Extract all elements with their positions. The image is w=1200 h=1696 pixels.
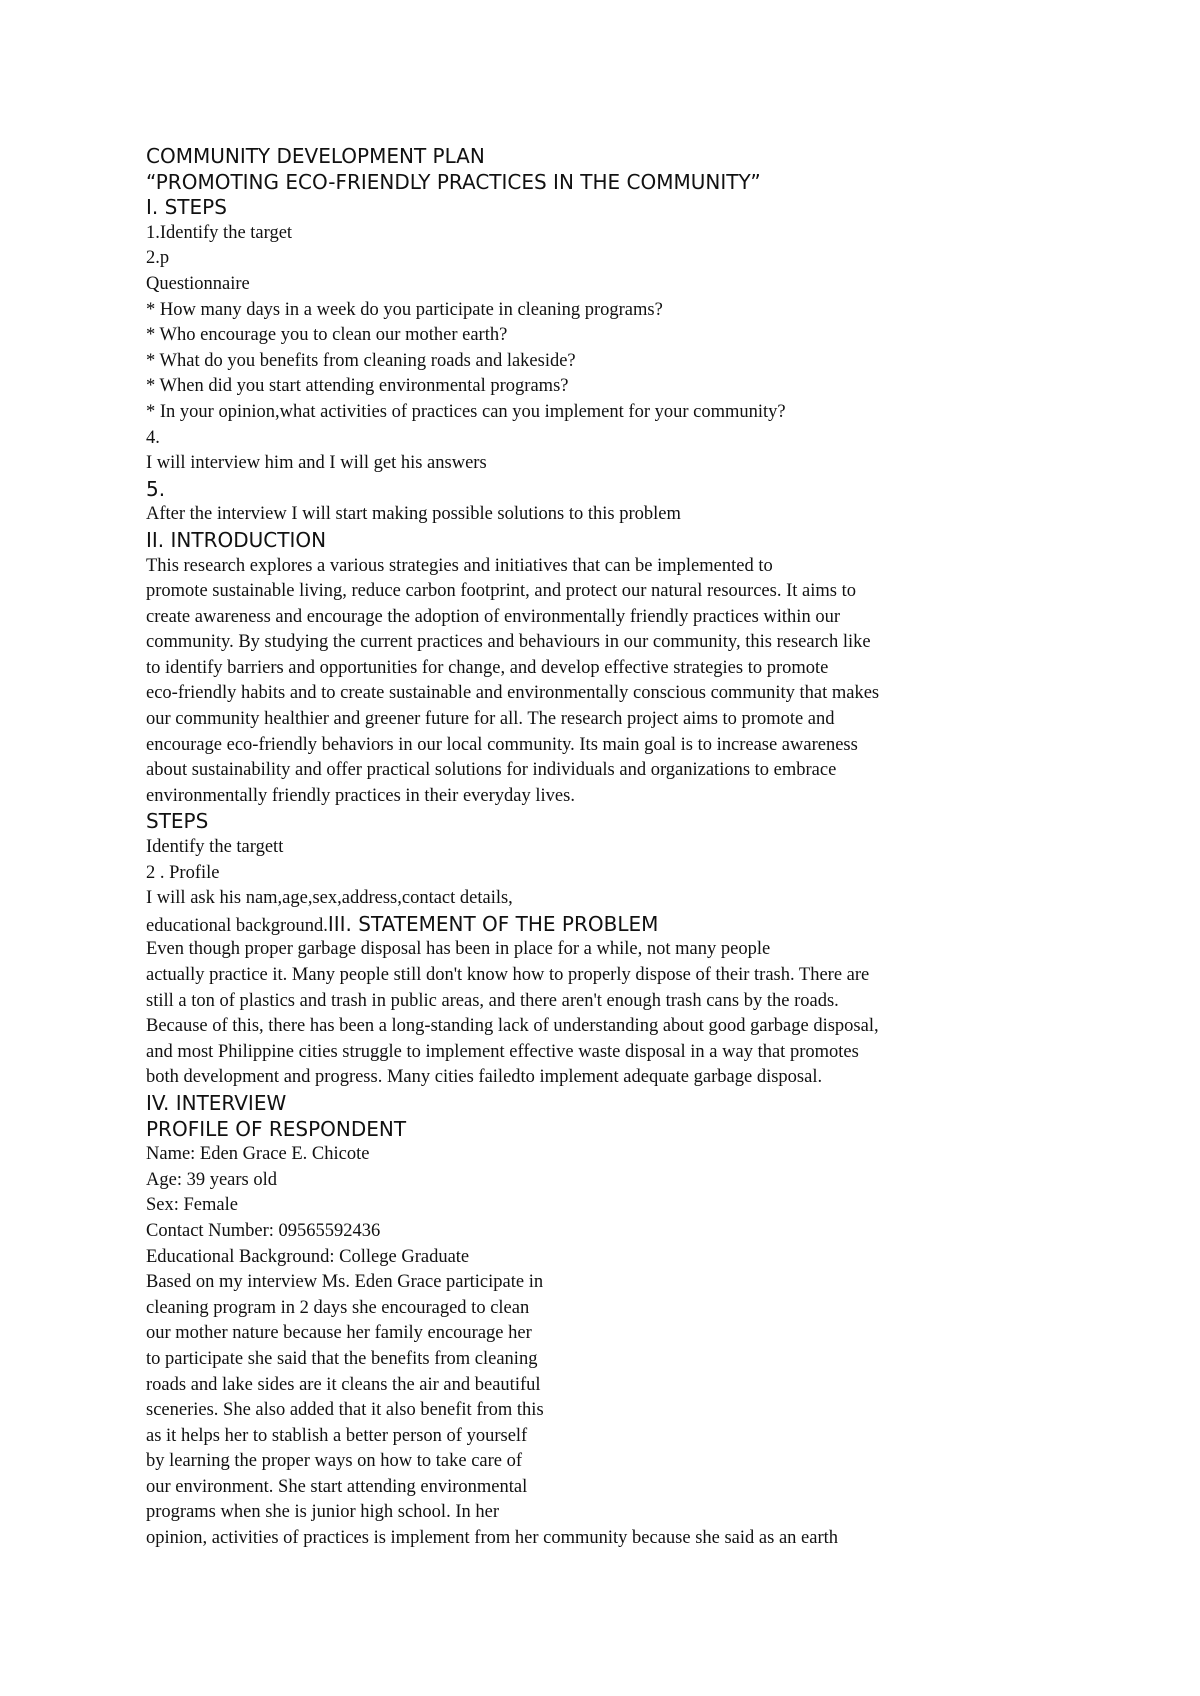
profile-contact: Contact Number: 09565592436: [146, 1220, 381, 1241]
problem-line: and most Philippine cities struggle to implement effective waste disposal in a way that promotes: [146, 1041, 859, 1062]
steps2-line-with-heading: [146, 912, 1076, 938]
profile-sex: Sex: Female: [146, 1195, 238, 1216]
introduction-line: eco-friendly habits and to create sustainable and environmentally conscious community that makes: [146, 683, 880, 704]
problem-line: Even though proper garbage disposal has been in place for a while, not many people: [146, 939, 771, 960]
question-item: * When did you start attending environmental programs?: [146, 376, 569, 397]
step-5-text: After the interview I will start making possible solutions to this problem: [146, 504, 681, 525]
problem-line: Because of this, there has been a long-standing lack of understanding about good garbage disposal,: [146, 1016, 879, 1037]
step-5: 5.: [146, 476, 166, 501]
interview-line: Based on my interview Ms. Eden Grace participate in: [146, 1272, 544, 1293]
introduction-line: our community healthier and greener future for all. The research project aims to promote and: [146, 709, 835, 730]
problem-line: still a ton of plastics and trash in public areas, and there aren't enough trash cans by the roads.: [146, 990, 839, 1011]
profile-heading: PROFILE OF RESPONDENT: [146, 1116, 407, 1141]
interview-line: opinion, activities of practices is implement from her community because she said as an earth: [146, 1528, 838, 1549]
steps2-line: Identify the targett: [146, 837, 284, 858]
problem-line: actually practice it. Many people still don't know how to properly dispose of their trash. There are: [146, 965, 870, 985]
introduction-line: promote sustainable living, reduce carbon footprint, and protect our natural resources. It aims to: [146, 581, 856, 602]
steps2-heading: STEPS: [146, 809, 209, 834]
document-title: COMMUNITY DEVELOPMENT PLAN: [146, 144, 485, 168]
questionnaire-label: Questionnaire: [146, 273, 250, 294]
question-item: * How many days in a week do you participate in cleaning programs?: [146, 299, 663, 320]
steps2-line: 2 . Profile: [146, 862, 220, 883]
problem-heading: III. STATEMENT OF THE PROBLEM: [327, 911, 659, 936]
introduction-line: This research explores a various strategies and initiatives that can be implemented to: [146, 555, 773, 576]
step-2: 2.p: [146, 248, 170, 269]
interview-line: by learning the proper ways on how to take care of: [146, 1451, 523, 1472]
document-page: [146, 144, 1076, 1552]
step-4-text: I will interview him and I will get his answers: [146, 453, 487, 474]
introduction-line: encourage eco-friendly behaviors in our local community. Its main goal is to increase awareness: [146, 734, 858, 755]
steps2-line: I will ask his nam,age,sex,address,contact details,: [146, 888, 513, 909]
question-item: * Who encourage you to clean our mother earth?: [146, 325, 508, 346]
introduction-line: create awareness and encourage the adoption of environmentally friendly practices within our: [146, 606, 840, 627]
interview-line: to participate she said that the benefits from cleaning: [146, 1348, 538, 1369]
introduction-line: about sustainability and offer practical solutions for individuals and organizations to embrace: [146, 760, 837, 781]
profile-education: Educational Background: College Graduate: [146, 1246, 470, 1267]
interview-heading: IV. INTERVIEW: [146, 1090, 287, 1115]
problem-line: both development and progress. Many cities failedto implement adequate garbage disposal.: [146, 1067, 823, 1088]
introduction-heading: II. INTRODUCTION: [146, 527, 327, 552]
interview-line: sceneries. She also added that it also benefit from this: [146, 1400, 544, 1421]
interview-line: cleaning program in 2 days she encouraged to clean: [146, 1297, 530, 1318]
interview-line: roads and lake sides are it cleans the air and beautiful: [146, 1374, 541, 1395]
steps2-line: educational background.: [146, 915, 328, 936]
introduction-line: environmentally friendly practices in their everyday lives.: [146, 785, 575, 806]
document-subtitle: “PROMOTING ECO-FRIENDLY PRACTICES IN THE COMMUNITY”: [146, 169, 761, 194]
question-item: * In your opinion,what activities of practices can you implement for your community?: [146, 401, 786, 422]
introduction-line: to identify barriers and opportunities for change, and develop effective strategies to promote: [146, 657, 829, 678]
interview-line: our environment. She start attending environmental: [146, 1476, 528, 1497]
question-item: * What do you benefits from cleaning roads and lakeside?: [146, 350, 576, 371]
step-4: 4.: [146, 427, 160, 448]
profile-name: Name: Eden Grace E. Chicote: [146, 1144, 370, 1165]
steps-heading: I. STEPS: [146, 195, 227, 220]
profile-age: Age: 39 years old: [146, 1169, 278, 1190]
interview-line: programs when she is junior high school. In her: [146, 1502, 499, 1523]
step-1: 1.Identify the target: [146, 222, 293, 243]
introduction-line: community. By studying the current practices and behaviours in our community, this research like: [146, 632, 871, 653]
interview-line: as it helps her to stablish a better person of yourself: [146, 1425, 528, 1446]
interview-line: our mother nature because her family encourage her: [146, 1323, 532, 1344]
